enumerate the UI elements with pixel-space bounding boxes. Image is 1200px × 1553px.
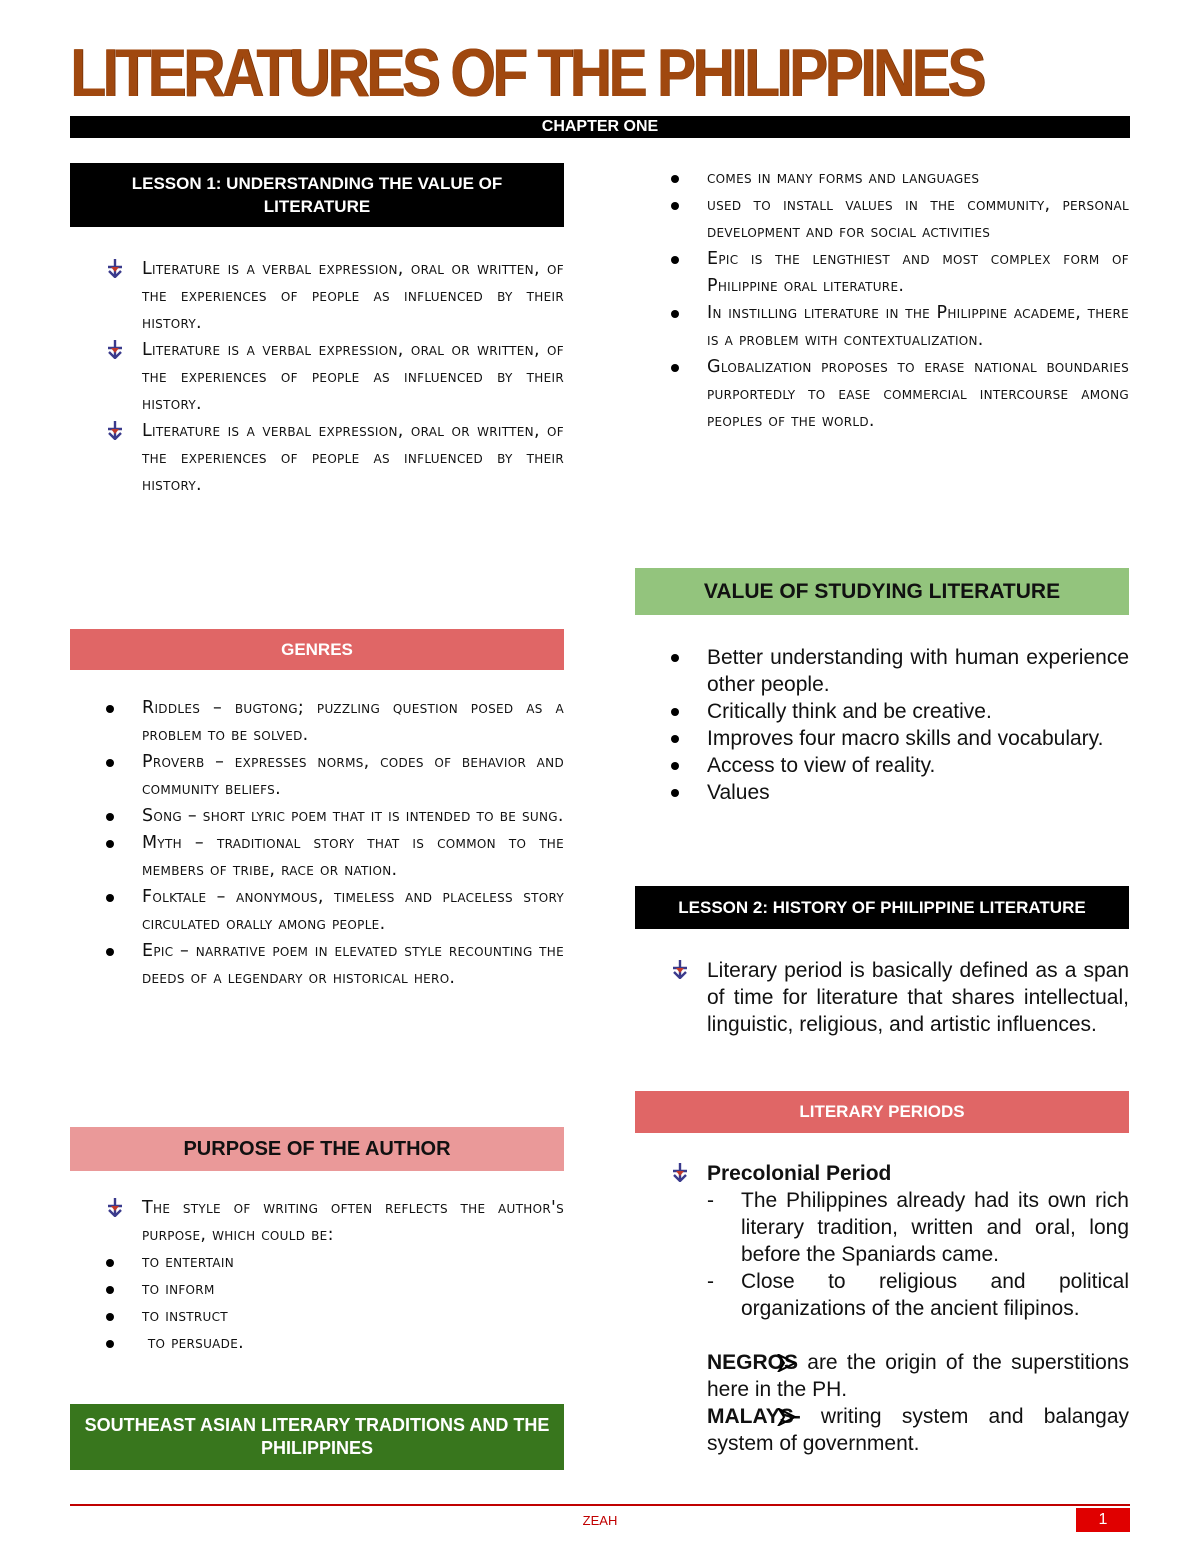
bullet-icon: [106, 1259, 114, 1267]
list-item-text: The style of writing often reflects the author's purpose, which could be:: [142, 1198, 564, 1245]
list-item-text: Access to view of reality.: [707, 754, 936, 777]
list-item: [635, 698, 1129, 725]
list-item: [635, 779, 1129, 806]
dash-item: - The Philippines already had its own rich literary tradition, written and oral, long before the Spaniards came.: [707, 1189, 1129, 1266]
dash-item: - Close to religious and political organizations of the ancient filipinos.: [707, 1270, 1129, 1320]
list-item: [70, 1276, 564, 1303]
precolonial-points: [635, 1349, 1135, 1457]
list-item: [635, 725, 1129, 752]
list-item: [70, 695, 564, 749]
dash-item-text: The Philippines already had its own rich literary tradition, written and oral, long before the Spaniards came.: [741, 1189, 1129, 1266]
bullet-icon: [671, 708, 679, 716]
list-item: [635, 752, 1129, 779]
list-item: [635, 354, 1129, 435]
list-item-text: Folktale – anonymous, timeless and placeless story circulated orally among people.: [142, 887, 564, 934]
bullet-icon: [106, 813, 114, 821]
bullet-icon: [671, 735, 679, 743]
list-item: [635, 1349, 1135, 1403]
period-title-text: Precolonial Period: [707, 1162, 892, 1185]
list-item-text: In instilling literature in the Philippine academe, there is a problem with contextualization.: [707, 303, 1129, 350]
precolonial-section: [635, 1160, 1135, 1457]
genres-heading: GENRES: [70, 629, 564, 670]
list-item-text: Literary period is basically defined as a span of time for literature that shares intellectual, linguistic, religious, and artistic influences.: [707, 959, 1129, 1036]
list-item-text: Improves four macro skills and vocabulary.: [707, 727, 1104, 750]
list-item: [70, 884, 564, 938]
bullet-icon: [671, 762, 679, 770]
list-item-text: Myth – traditional story that is common to the members of tribe, race or nation.: [142, 833, 564, 880]
list-item-text: to inform: [142, 1279, 215, 1299]
list-item: [70, 830, 564, 884]
footer-author: ZEAH: [582, 1513, 618, 1528]
list-item-text: Epic – narrative poem in elevated style recounting the deeds of a legendary or historical hero.: [142, 941, 564, 988]
bullet-icon: [106, 1286, 114, 1294]
bullet-icon: [106, 705, 114, 713]
bullet-icon: [671, 202, 679, 210]
list-item-text: to instruct: [142, 1306, 228, 1326]
purpose-heading: PURPOSE OF THE AUTHOR: [70, 1127, 564, 1171]
list-item-text: Literature is a verbal expression, oral or written, of the experiences of people as influenced by their history.: [142, 340, 564, 414]
list-item: [70, 749, 564, 803]
bullet-icon: [106, 894, 114, 902]
bullet-icon: [671, 310, 679, 318]
list-item-text: Song – short lyric poem that it is intended to be sung.: [142, 806, 564, 826]
bullet-icon: [671, 364, 679, 372]
list-item: [70, 1249, 564, 1276]
dash-item-text: Close to religious and political organizations of the ancient filipinos.: [741, 1270, 1129, 1320]
list-item: [70, 803, 564, 830]
list-item-text: Literature is a verbal expression, oral or written, of the experiences of people as influenced by their history.: [142, 421, 564, 495]
lesson2-heading: LESSON 2: HISTORY OF PHILIPPINE LITERATURE: [635, 886, 1129, 929]
list-item: [70, 1330, 564, 1357]
list-item: [635, 957, 1129, 1038]
point-text: writing system and balangay system of government.: [707, 1405, 1135, 1455]
purpose-list: [70, 1195, 564, 1357]
arrow-bullet-icon: [106, 1197, 124, 1217]
list-item-text: Values: [707, 781, 770, 804]
right-top-list: [635, 165, 1129, 435]
point-bold: NEGROS: [707, 1351, 799, 1374]
bullet-icon: [106, 1340, 114, 1348]
list-item-text: Critically think and be creative.: [707, 700, 992, 723]
lesson2-list: [635, 957, 1129, 1038]
list-item: [635, 644, 1129, 698]
value-list: [635, 644, 1129, 806]
lesson1-heading: LESSON 1: UNDERSTANDING THE VALUE OF LITERATURE: [70, 163, 564, 227]
arrowhead-bullet-icon: [777, 1354, 797, 1372]
list-item-text: to entertain: [142, 1252, 234, 1272]
footer-rule: [70, 1504, 1130, 1506]
arrow-bullet-icon: [106, 420, 124, 440]
list-item: [635, 165, 1129, 192]
genres-list: [70, 695, 564, 992]
list-item-text: Epic is the lengthiest and most complex form of Philippine oral literature.: [707, 249, 1129, 296]
list-item: [635, 300, 1129, 354]
list-item-text: Proverb – expresses norms, codes of behavior and community beliefs.: [142, 752, 564, 799]
list-item-text: used to install values in the community, personal development and for social activities: [707, 195, 1129, 242]
bullet-icon: [671, 256, 679, 264]
arrow-bullet-icon: [671, 959, 689, 979]
list-item: [70, 256, 564, 337]
list-item: [70, 418, 564, 499]
list-item-text: Literature is a verbal expression, oral or written, of the experiences of people as influenced by their history.: [142, 259, 564, 333]
arrow-bullet-icon: [106, 258, 124, 278]
southeast-heading: SOUTHEAST ASIAN LITERARY TRADITIONS AND THE PHILIPPINES: [70, 1404, 564, 1470]
list-item-text: to persuade.: [142, 1333, 244, 1353]
list-item-text: Better understanding with human experience other people.: [707, 646, 1129, 696]
list-item-text: Globalization proposes to erase national boundaries purportedly to ease commercial intercourse among peoples of the world.: [707, 357, 1129, 431]
list-item-text: Riddles – bugtong; puzzling question posed as a problem to be solved.: [142, 698, 564, 745]
literary-periods-heading: LITERARY PERIODS: [635, 1091, 1129, 1133]
list-item: [635, 192, 1129, 246]
bullet-icon: [671, 789, 679, 797]
list-item: [70, 938, 564, 992]
arrow-bullet-icon: [106, 339, 124, 359]
period-title: [635, 1160, 1129, 1187]
list-item: [635, 246, 1129, 300]
bullet-icon: [671, 654, 679, 662]
list-item: [70, 1303, 564, 1330]
bullet-icon: [106, 840, 114, 848]
arrowhead-bullet-icon: [777, 1408, 797, 1426]
lesson1-list: [70, 256, 564, 499]
chapter-banner: CHAPTER ONE: [70, 116, 1130, 138]
document-title: LITERATURES OF THE PHILIPPINES: [70, 35, 983, 111]
list-item-text: comes in many forms and languages: [707, 168, 980, 188]
list-item: [635, 1403, 1135, 1457]
bullet-icon: [106, 759, 114, 767]
list-item: [70, 1195, 564, 1249]
page-number: 1: [1076, 1508, 1130, 1532]
arrow-bullet-icon: [671, 1162, 689, 1182]
bullet-icon: [106, 948, 114, 956]
list-item: [70, 337, 564, 418]
bullet-icon: [671, 175, 679, 183]
point-bold: MALAYS-: [707, 1405, 801, 1428]
point-text: are the origin of the superstitions here in the PH.: [707, 1351, 1135, 1401]
value-heading: VALUE OF STUDYING LITERATURE: [635, 568, 1129, 615]
bullet-icon: [106, 1313, 114, 1321]
